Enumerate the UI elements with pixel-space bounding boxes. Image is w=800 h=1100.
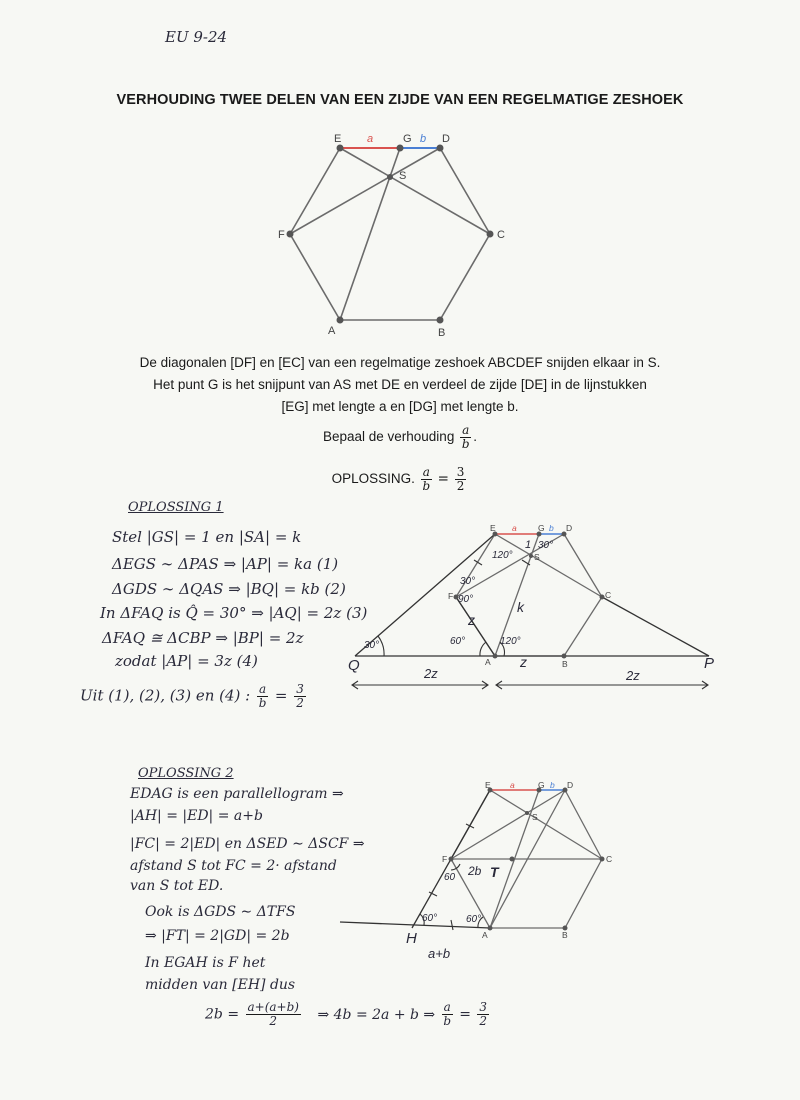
- edge-CD: [440, 148, 490, 234]
- solution1-heading: OPLOSSING 1: [128, 500, 224, 515]
- main-hexagon-figure: [270, 128, 530, 340]
- edge-CD: [565, 790, 602, 859]
- label-G: G: [538, 523, 545, 533]
- label-a: a: [367, 133, 374, 145]
- solution1-result-fraction: [257, 683, 268, 710]
- line-QE: [355, 534, 495, 656]
- solution2-final-equation: [205, 1001, 491, 1028]
- point-D: [437, 145, 444, 152]
- task-suffix: .: [473, 429, 478, 445]
- solution2-figure: [340, 780, 640, 961]
- answer-frac-num: a: [422, 465, 430, 479]
- label-a-plus-b: a+b: [428, 946, 451, 961]
- label-E: E: [334, 133, 342, 145]
- res-value-num: 3: [479, 1000, 488, 1014]
- point-C: [487, 231, 494, 238]
- answer-prefix: OPLOSSING.: [331, 471, 415, 487]
- label-P: P: [704, 655, 715, 672]
- solution1-value-den: 2: [296, 696, 304, 710]
- label-A: A: [482, 930, 488, 940]
- angle-60-H: 60°: [422, 913, 438, 924]
- eq-den: 2: [269, 1014, 278, 1028]
- answer-frac-den: b: [422, 479, 431, 493]
- solution2-line: |AH| = |ED| = a+b: [130, 808, 263, 824]
- solution2-line: afstand S tot FC = 2· afstand: [130, 858, 337, 874]
- task-fraction: [460, 424, 471, 451]
- angle-90: 90°: [458, 594, 474, 605]
- solution2-line: |FC| = 2|ED| en ΔSED ∼ ΔSCF ⇒: [130, 836, 365, 852]
- edge-EF: [290, 148, 340, 234]
- label-B: B: [562, 930, 568, 940]
- label-F: F: [442, 854, 448, 864]
- label-1: 1: [525, 539, 532, 551]
- solution1-line: In ΔFAQ is Q̂ = 30° ⇒ |AQ| = 2z (3): [100, 604, 368, 622]
- label-B: B: [438, 327, 446, 339]
- label-B: B: [562, 659, 568, 669]
- solution1-result-den: b: [258, 696, 267, 710]
- label-T: T: [490, 864, 499, 880]
- eq-num: a+(a+b): [247, 1000, 299, 1014]
- solution2-line: EDAG is een parallellogram ⇒: [130, 786, 344, 802]
- point-S: [387, 174, 393, 180]
- answer-value-den: 2: [456, 479, 465, 493]
- point-F: [287, 231, 294, 238]
- tick-mark: [451, 920, 453, 930]
- label-a: a: [510, 780, 515, 790]
- res-value-den: 2: [479, 1014, 488, 1028]
- label-S: S: [534, 552, 540, 562]
- solution2-line: van S tot ED.: [130, 878, 224, 894]
- angle-30-Q: 30°: [364, 640, 380, 651]
- res-num: a: [443, 1000, 451, 1014]
- label-b: b: [549, 523, 554, 533]
- label-F: F: [448, 591, 454, 601]
- answer-line: [0, 466, 800, 493]
- edge-CD: [564, 534, 602, 597]
- point-A: [488, 926, 493, 931]
- problem-statement: [90, 352, 710, 418]
- label-2z-left: 2z: [424, 666, 438, 681]
- res-den: b: [443, 1014, 452, 1028]
- problem-line-3: [EG] met lengte a en [DG] met lengte b.: [281, 399, 519, 414]
- label-G: G: [403, 133, 412, 145]
- solution1-figure: [340, 522, 730, 692]
- label-D: D: [442, 133, 450, 145]
- task-prefix: Bepaal de verhouding: [322, 429, 455, 445]
- angle-60: 60°: [450, 636, 466, 647]
- angle-60-F: 60: [444, 872, 456, 883]
- solution2-line: Ook is ΔGDS ∼ ΔTFS: [145, 904, 296, 920]
- label-D: D: [567, 780, 574, 790]
- solution1-line: ΔEGS ∼ ΔPAS ⇒ |AP| = ka (1): [112, 555, 339, 573]
- label-b: b: [420, 133, 427, 145]
- edge-BC: [565, 859, 602, 928]
- label-D: D: [566, 523, 573, 533]
- line-AG: [340, 148, 400, 320]
- label-Q: Q: [348, 657, 360, 674]
- label-S: S: [399, 170, 407, 182]
- label-C: C: [605, 590, 612, 600]
- label-z: z: [520, 654, 527, 670]
- solution2-line: midden van [EH] dus: [145, 977, 296, 993]
- point-T: [510, 857, 515, 862]
- res-fraction: [442, 1001, 453, 1028]
- point-S: [529, 554, 533, 558]
- label-A: A: [485, 657, 491, 667]
- point-C: [600, 595, 605, 600]
- solution1-conclusion: Uit (1), (2), (3) en (4) :: [80, 686, 251, 705]
- label-b: b: [550, 780, 555, 790]
- line-FA: [456, 597, 495, 656]
- point-A: [337, 317, 344, 324]
- label-F: F: [278, 229, 285, 241]
- edge-BC: [440, 234, 490, 320]
- answer-value: [455, 466, 467, 493]
- res-value: [477, 1001, 489, 1028]
- point-C: [600, 857, 605, 862]
- angle-30: 30°: [460, 576, 476, 587]
- solution1-result-num: a: [258, 682, 267, 696]
- label-G: G: [538, 780, 545, 790]
- eq-left: 2b =: [205, 1006, 240, 1023]
- solution1-line: ΔFAQ ≅ ΔCBP ⇒ |BP| = 2z: [102, 629, 304, 647]
- label-E: E: [485, 780, 491, 790]
- point-G: [397, 145, 404, 152]
- label-C: C: [606, 854, 613, 864]
- solution1-line: Uit (1), (2), (3) en (4) : $\frac{a}{b}$ = $\frac{3}{2}$: [80, 682, 304, 710]
- point-E: [337, 145, 344, 152]
- label-A: A: [328, 325, 336, 337]
- header-ref: EU 9-24: [165, 28, 228, 46]
- res-eq: =: [459, 1006, 471, 1023]
- diagonal-EC: [340, 148, 490, 234]
- edge-BC: [564, 597, 602, 656]
- label-a: a: [512, 523, 517, 533]
- solution1-value-num: 3: [296, 682, 304, 696]
- solution2-line: ⇒ |FT| = 2|GD| = 2b: [145, 928, 290, 944]
- answer-value-num: 3: [456, 465, 465, 479]
- label-z: z: [468, 612, 475, 628]
- line-CP: [602, 597, 709, 656]
- angle-30-top: 30°: [538, 540, 554, 551]
- answer-fraction: [421, 466, 432, 493]
- task-line: [0, 424, 800, 451]
- label-k: k: [517, 599, 524, 615]
- angle-60-A: 60°: [466, 914, 482, 925]
- answer-equals: =: [437, 471, 449, 488]
- edge-EF: [456, 534, 495, 597]
- label-E: E: [490, 523, 496, 533]
- point-F: [449, 857, 454, 862]
- task-frac-num: a: [462, 423, 470, 437]
- angle-120: 120°: [492, 550, 513, 561]
- diagonal-DF: [290, 148, 440, 234]
- problem-line-2: Het punt G is het snijpunt van AS met DE en verdeel de zijde [DE] in de lijnstukken: [153, 377, 647, 392]
- solution2-heading: OPLOSSING 2: [138, 766, 234, 781]
- label-2z-right: 2z: [626, 668, 640, 683]
- point-B: [437, 317, 444, 324]
- point-S: [525, 811, 529, 815]
- label-S: S: [532, 812, 538, 822]
- point-B: [562, 654, 567, 659]
- point-A: [493, 654, 498, 659]
- eq-fraction: [246, 1001, 301, 1028]
- angle-120-A: 120°: [500, 636, 521, 647]
- label-C: C: [497, 229, 505, 241]
- solution1-line: ΔGDS ∼ ΔQAS ⇒ |BQ| = kb (2): [112, 580, 346, 598]
- problem-line-1: De diagonalen [DF] en [EC] van een regelmatige zeshoek ABCDEF snijden elkaar in S.: [139, 355, 661, 370]
- edge-FA: [290, 234, 340, 320]
- solution1-line: Stel |GS| = 1 en |SA| = k: [112, 528, 302, 546]
- solution1-result-value: [294, 683, 306, 710]
- solution2-line: In EGAH is F het: [145, 955, 266, 971]
- label-2b: 2b: [468, 864, 482, 878]
- angle-arc-A: [480, 642, 486, 656]
- page-title: VERHOUDING TWEE DELEN VAN EEN ZIJDE VAN EEN REGELMATIGE ZESHOEK: [116, 92, 684, 108]
- task-frac-den: b: [461, 437, 470, 451]
- solution1-line: zodat |AP| = 3z (4): [115, 652, 258, 670]
- label-H: H: [406, 930, 417, 947]
- eq-mid: ⇒ 4b = 2a + b ⇒: [317, 1006, 436, 1023]
